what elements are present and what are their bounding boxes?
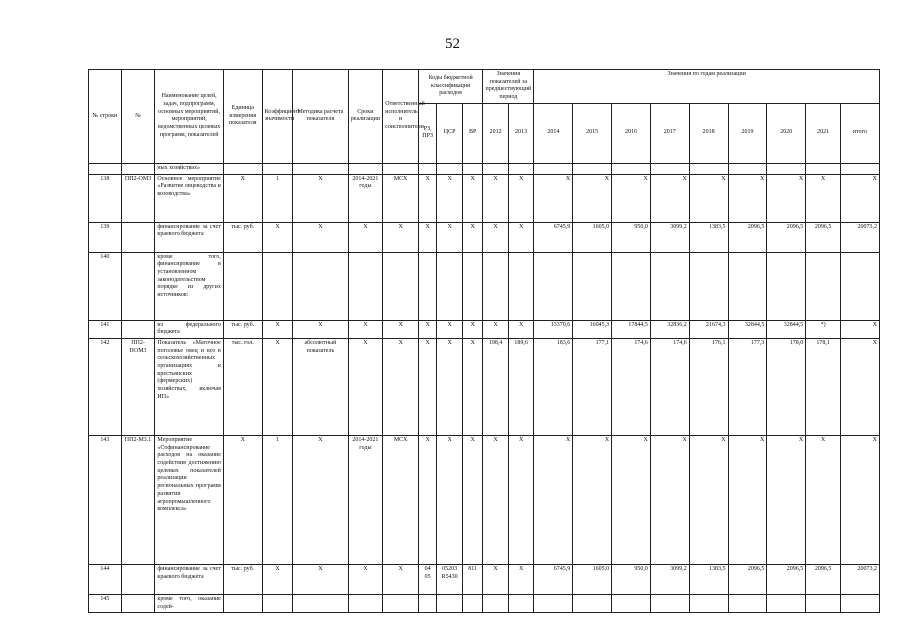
header-2018: 2018 bbox=[689, 103, 728, 163]
header-2014: 2014 bbox=[534, 103, 573, 163]
cell-terms: 2014-2021 годы bbox=[348, 435, 383, 564]
header-rz: РЗ, ПРЗ bbox=[418, 103, 436, 163]
cell-method bbox=[293, 594, 348, 612]
header-name: Наименование целей, задач, подпрограмм, основных мероприятий, мероприятий, ведомственных целевых программ, показателей bbox=[155, 70, 223, 164]
cell-total: 20073,2 bbox=[840, 564, 879, 594]
header-2020: 2020 bbox=[767, 103, 806, 163]
cell-y2019: Х bbox=[728, 435, 767, 564]
cell-name: кроме того, финансирование в установленном законодательством порядке из других источников: bbox=[155, 252, 223, 320]
cell-y2016 bbox=[612, 163, 651, 174]
table-row bbox=[89, 222, 880, 252]
cell-name: финансирование за счет краевого бюджета bbox=[155, 222, 223, 252]
cell-vr: Х bbox=[462, 222, 482, 252]
cell-terms: Х bbox=[348, 222, 383, 252]
cell-y2019 bbox=[728, 594, 767, 612]
cell-y2017: 3099,2 bbox=[650, 564, 689, 594]
cell-name: Мероприятие «Софинансирование расходов на оказание содействия достижению целевых показателей реализации региональных программ развития агропромышленного комплекса» bbox=[155, 435, 223, 564]
cell-code bbox=[121, 320, 155, 338]
cell-y2018: 176,1 bbox=[689, 338, 728, 435]
cell-y2013: Х bbox=[508, 320, 534, 338]
cell-y2015: 1605,0 bbox=[573, 564, 612, 594]
header-prev-group: Значения показателей за предшествующий период bbox=[483, 70, 534, 104]
table-row bbox=[89, 320, 880, 338]
cell-code: ПП2-ПОМ3 bbox=[121, 338, 155, 435]
page-number: 52 bbox=[445, 36, 460, 52]
header-vr: ВР bbox=[462, 103, 482, 163]
cell-rz: Х bbox=[418, 435, 436, 564]
cell-y2021: 2096,5 bbox=[806, 564, 841, 594]
cell-code bbox=[121, 163, 155, 174]
cell-y2020 bbox=[767, 163, 806, 174]
cell-total: Х bbox=[840, 174, 879, 222]
cell-unit: Х bbox=[223, 174, 262, 222]
cell-y2014: Х bbox=[534, 435, 573, 564]
cell-total: Х bbox=[840, 320, 879, 338]
cell-y2018 bbox=[689, 594, 728, 612]
cell-y2020 bbox=[767, 594, 806, 612]
cell-method: Х bbox=[293, 564, 348, 594]
header-method: Методика расчета показателя bbox=[293, 70, 348, 164]
cell-y2019 bbox=[728, 163, 767, 174]
cell-no: 144 bbox=[89, 564, 122, 594]
table-row bbox=[89, 174, 880, 222]
cell-y2018: 1383,5 bbox=[689, 564, 728, 594]
cell-y2013: 189,6 bbox=[508, 338, 534, 435]
cell-y2021 bbox=[806, 163, 841, 174]
cell-code bbox=[121, 594, 155, 612]
cell-method: абсолютный показатель bbox=[293, 338, 348, 435]
cell-y2017 bbox=[650, 252, 689, 320]
header-2019: 2019 bbox=[728, 103, 767, 163]
cell-y2013: Х bbox=[508, 564, 534, 594]
cell-y2018: 1383,5 bbox=[689, 222, 728, 252]
cell-name: из федерального бюджета bbox=[155, 320, 223, 338]
cell-y2018: Х bbox=[689, 435, 728, 564]
cell-y2016: 950,0 bbox=[612, 564, 651, 594]
header-total: итого bbox=[840, 103, 879, 163]
indicators-table bbox=[88, 69, 880, 613]
header-unit: Единица измерения показателя bbox=[223, 70, 262, 164]
cell-no: 145 bbox=[89, 594, 122, 612]
cell-y2021 bbox=[806, 252, 841, 320]
cell-method bbox=[293, 252, 348, 320]
cell-csr: Х bbox=[437, 338, 463, 435]
cell-y2014 bbox=[534, 163, 573, 174]
cell-no: 142 bbox=[89, 338, 122, 435]
cell-y2014: 183,6 bbox=[534, 338, 573, 435]
cell-y2017: Х bbox=[650, 435, 689, 564]
cell-total: Х bbox=[840, 435, 879, 564]
cell-y2013: Х bbox=[508, 222, 534, 252]
cell-method: Х bbox=[293, 435, 348, 564]
cell-code bbox=[121, 252, 155, 320]
cell-terms: Х bbox=[348, 338, 383, 435]
cell-y2014: Х bbox=[534, 174, 573, 222]
cell-csr: Х bbox=[437, 320, 463, 338]
cell-unit: тыс. гол. bbox=[223, 338, 262, 435]
cell-y2014: 13370,6 bbox=[534, 320, 573, 338]
cell-y2021 bbox=[806, 594, 841, 612]
cell-rz bbox=[418, 594, 436, 612]
cell-coef: 1 bbox=[262, 174, 293, 222]
cell-rz: Х bbox=[418, 222, 436, 252]
cell-unit: Х bbox=[223, 435, 262, 564]
header-exec: Ответственный исполнитель и соисполнители bbox=[383, 70, 419, 164]
cell-y2015: 1605,0 bbox=[573, 222, 612, 252]
cell-y2020: 178,0 bbox=[767, 338, 806, 435]
cell-total bbox=[840, 163, 879, 174]
cell-y2014: 6745,9 bbox=[534, 222, 573, 252]
cell-no: 143 bbox=[89, 435, 122, 564]
cell-name: Показатель «Маточное поголовье овец и коз в сельскохозяйственных организациях и крестьянских (фермерских) хозяйствах, включая ИП» bbox=[155, 338, 223, 435]
cell-y2017 bbox=[650, 163, 689, 174]
header-years-group: Значения по годам реализации bbox=[534, 70, 880, 104]
cell-y2015 bbox=[573, 163, 612, 174]
header-budget-group: Коды бюджетной классификации расходов bbox=[418, 70, 482, 104]
cell-coef bbox=[262, 594, 293, 612]
cell-coef: 1 bbox=[262, 435, 293, 564]
cell-name: финансирование за счет краевого бюджета bbox=[155, 564, 223, 594]
table-row bbox=[89, 163, 880, 174]
cell-y2015: Х bbox=[573, 174, 612, 222]
table-row bbox=[89, 435, 880, 564]
cell-no: 140 bbox=[89, 252, 122, 320]
cell-y2014: 6745,9 bbox=[534, 564, 573, 594]
header-terms: Сроки реализации bbox=[348, 70, 383, 164]
cell-csr: Х bbox=[437, 174, 463, 222]
cell-exec: Х bbox=[383, 320, 419, 338]
header-2012: 2012 bbox=[483, 103, 509, 163]
cell-code: ПП2-ОМ3 bbox=[121, 174, 155, 222]
cell-exec: МСХ bbox=[383, 435, 419, 564]
cell-unit: тыс. руб. bbox=[223, 564, 262, 594]
cell-vr: Х bbox=[462, 174, 482, 222]
cell-y2019: Х bbox=[728, 174, 767, 222]
table-row bbox=[89, 252, 880, 320]
cell-unit bbox=[223, 252, 262, 320]
cell-y2013: Х bbox=[508, 435, 534, 564]
cell-coef bbox=[262, 252, 293, 320]
cell-y2020 bbox=[767, 252, 806, 320]
cell-rz: Х bbox=[418, 174, 436, 222]
cell-code: ПП2-М3.1 bbox=[121, 435, 155, 564]
cell-y2012 bbox=[483, 594, 509, 612]
cell-y2021: 2096,5 bbox=[806, 222, 841, 252]
cell-terms: Х bbox=[348, 320, 383, 338]
cell-rz: Х bbox=[418, 320, 436, 338]
cell-y2012: Х bbox=[483, 174, 509, 222]
cell-rz bbox=[418, 252, 436, 320]
cell-total bbox=[840, 594, 879, 612]
cell-exec bbox=[383, 252, 419, 320]
cell-vr: Х bbox=[462, 435, 482, 564]
cell-y2016: 17844,5 bbox=[612, 320, 651, 338]
cell-y2013: Х bbox=[508, 174, 534, 222]
cell-y2016 bbox=[612, 252, 651, 320]
cell-total bbox=[840, 252, 879, 320]
cell-rz: Х bbox=[418, 338, 436, 435]
cell-y2020: 32844,5 bbox=[767, 320, 806, 338]
cell-y2020: Х bbox=[767, 435, 806, 564]
cell-y2020: 2096,5 bbox=[767, 222, 806, 252]
cell-csr: 05203 R5430 bbox=[437, 564, 463, 594]
cell-y2019: 2096,5 bbox=[728, 564, 767, 594]
cell-csr: Х bbox=[437, 435, 463, 564]
cell-no: 139 bbox=[89, 222, 122, 252]
cell-csr bbox=[437, 252, 463, 320]
cell-y2017: 174,6 bbox=[650, 338, 689, 435]
cell-vr bbox=[462, 594, 482, 612]
cell-unit: тыс. руб. bbox=[223, 222, 262, 252]
cell-rz: 04 05 bbox=[418, 564, 436, 594]
cell-no: 138 bbox=[89, 174, 122, 222]
cell-y2017: 3099,2 bbox=[650, 222, 689, 252]
header-2021: 2021 bbox=[806, 103, 841, 163]
cell-method: Х bbox=[293, 174, 348, 222]
header-2013: 2013 bbox=[508, 103, 534, 163]
cell-y2012: Х bbox=[483, 435, 509, 564]
cell-y2017: Х bbox=[650, 174, 689, 222]
cell-y2016: 950,0 bbox=[612, 222, 651, 252]
header-row-no: № строки bbox=[89, 70, 122, 164]
cell-method bbox=[293, 163, 348, 174]
cell-y2012: Х bbox=[483, 222, 509, 252]
cell-y2019: 2096,5 bbox=[728, 222, 767, 252]
cell-y2018: 21674,3 bbox=[689, 320, 728, 338]
cell-terms bbox=[348, 163, 383, 174]
cell-y2015 bbox=[573, 252, 612, 320]
cell-y2012: Х bbox=[483, 564, 509, 594]
header-2017: 2017 bbox=[650, 103, 689, 163]
cell-y2019 bbox=[728, 252, 767, 320]
cell-y2016: 174,6 bbox=[612, 338, 651, 435]
cell-exec: Х bbox=[383, 564, 419, 594]
cell-vr: 811 bbox=[462, 564, 482, 594]
cell-rz bbox=[418, 163, 436, 174]
cell-csr bbox=[437, 594, 463, 612]
cell-y2014 bbox=[534, 252, 573, 320]
cell-name: ных хозяйствах» bbox=[155, 163, 223, 174]
cell-y2015: Х bbox=[573, 435, 612, 564]
cell-no bbox=[89, 163, 122, 174]
header-csr: ЦСР bbox=[437, 103, 463, 163]
cell-y2012 bbox=[483, 163, 509, 174]
cell-terms bbox=[348, 252, 383, 320]
cell-y2013 bbox=[508, 163, 534, 174]
cell-y2019: 177,3 bbox=[728, 338, 767, 435]
cell-coef bbox=[262, 163, 293, 174]
cell-unit bbox=[223, 163, 262, 174]
cell-vr bbox=[462, 163, 482, 174]
cell-terms bbox=[348, 594, 383, 612]
cell-csr: Х bbox=[437, 222, 463, 252]
cell-exec: Х bbox=[383, 338, 419, 435]
cell-y2016: Х bbox=[612, 174, 651, 222]
cell-y2018 bbox=[689, 252, 728, 320]
cell-y2019: 32844,5 bbox=[728, 320, 767, 338]
cell-y2021: Х bbox=[806, 174, 841, 222]
cell-y2015: 16045,3 bbox=[573, 320, 612, 338]
table-row bbox=[89, 594, 880, 612]
cell-code bbox=[121, 222, 155, 252]
cell-name: Основное мероприятие «Развитие овцеводства и козоводства» bbox=[155, 174, 223, 222]
cell-y2015: 177,1 bbox=[573, 338, 612, 435]
cell-exec bbox=[383, 594, 419, 612]
table-row bbox=[89, 564, 880, 594]
cell-coef: Х bbox=[262, 222, 293, 252]
cell-csr bbox=[437, 163, 463, 174]
cell-y2017 bbox=[650, 594, 689, 612]
cell-y2018: Х bbox=[689, 174, 728, 222]
cell-y2021: Х bbox=[806, 435, 841, 564]
cell-total: 20073,2 bbox=[840, 222, 879, 252]
header-code: № bbox=[121, 70, 155, 164]
cell-coef: Х bbox=[262, 338, 293, 435]
cell-exec: Х bbox=[383, 222, 419, 252]
cell-coef: Х bbox=[262, 320, 293, 338]
cell-y2020: Х bbox=[767, 174, 806, 222]
cell-exec bbox=[383, 163, 419, 174]
cell-y2015 bbox=[573, 594, 612, 612]
cell-y2017: 32836,2 bbox=[650, 320, 689, 338]
cell-unit: тыс. руб. bbox=[223, 320, 262, 338]
header-2016: 2016 bbox=[612, 103, 651, 163]
cell-total: Х bbox=[840, 338, 879, 435]
cell-method: Х bbox=[293, 222, 348, 252]
cell-code bbox=[121, 564, 155, 594]
cell-y2014 bbox=[534, 594, 573, 612]
header-2015: 2015 bbox=[573, 103, 612, 163]
header-coef: Коэффициент значимости bbox=[262, 70, 293, 164]
cell-unit bbox=[223, 594, 262, 612]
table-row bbox=[89, 338, 880, 435]
cell-name: кроме того, оказание содей- bbox=[155, 594, 223, 612]
cell-no: 141 bbox=[89, 320, 122, 338]
cell-y2012: 198,4 bbox=[483, 338, 509, 435]
cell-y2013 bbox=[508, 594, 534, 612]
cell-y2020: 2096,5 bbox=[767, 564, 806, 594]
cell-vr: Х bbox=[462, 320, 482, 338]
table-body bbox=[89, 163, 880, 613]
cell-y2012: Х bbox=[483, 320, 509, 338]
cell-y2018 bbox=[689, 163, 728, 174]
cell-vr: Х bbox=[462, 338, 482, 435]
cell-y2021: 178,1 bbox=[806, 338, 841, 435]
cell-y2021: *) bbox=[806, 320, 841, 338]
cell-terms: 2014-2021 годы bbox=[348, 174, 383, 222]
cell-method: Х bbox=[293, 320, 348, 338]
cell-y2012 bbox=[483, 252, 509, 320]
cell-y2016 bbox=[612, 594, 651, 612]
cell-coef: Х bbox=[262, 564, 293, 594]
cell-terms: Х bbox=[348, 564, 383, 594]
cell-exec: МСХ bbox=[383, 174, 419, 222]
cell-y2016: Х bbox=[612, 435, 651, 564]
cell-y2013 bbox=[508, 252, 534, 320]
cell-vr bbox=[462, 252, 482, 320]
